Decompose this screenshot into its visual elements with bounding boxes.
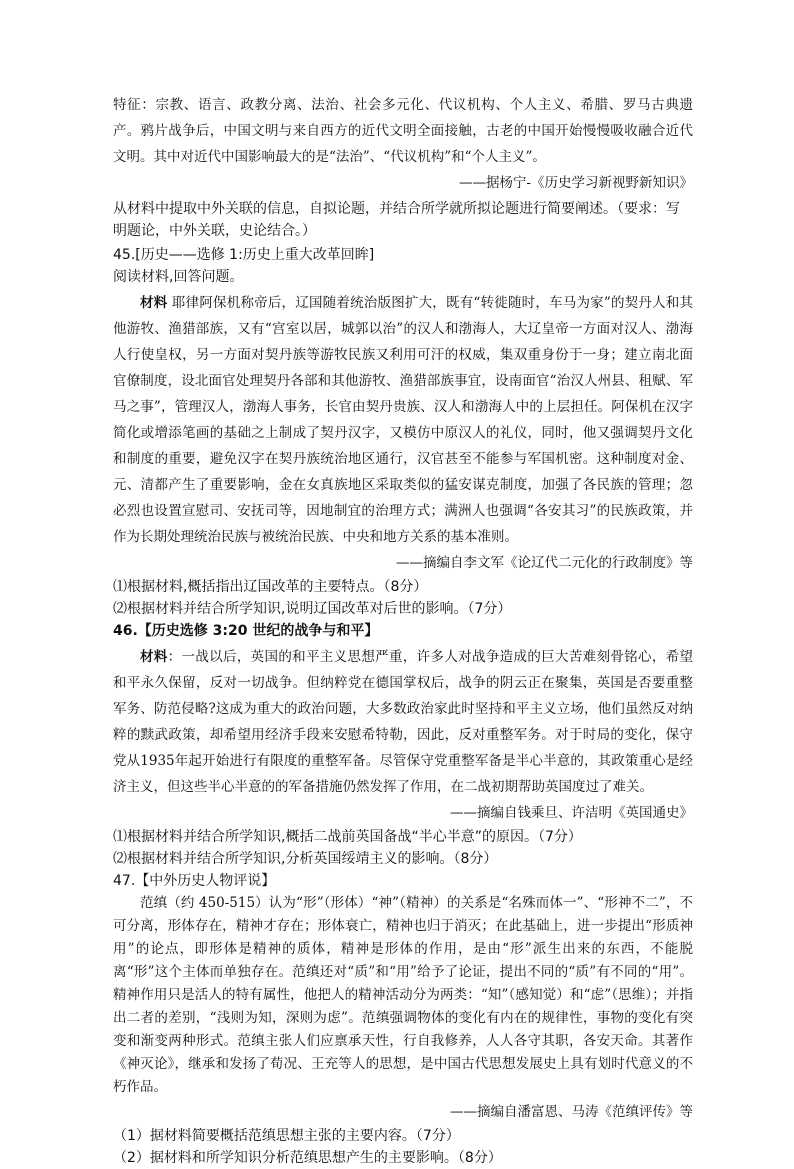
exam-page: [113, 92, 693, 1169]
question-47-item-1: （1）据材料简要概括范缜思想主张的主要内容。（7分）: [113, 1128, 460, 1144]
question-46-material: 材料：一战以后，英国的和平主义思想严重，许多人对战争造成的巨大苦难刻骨铭心，希望和平永久保留，反对一切战争。但纳粹党在德国掌权后，战争的阴云正在聚集，英国是否要重整军务、防范侵略?这成为重大的政治问题，大多数政治家此时坚持和平主义立场，他们虽然反对纳粹的黩武政策，却希望用经济手段来安慰希特勒，因此，反对重整军务。对于时局的变化，保守党从1935年起开始进行有限度的重整军备。尽管保守党重整军备是半心半意的，其政策重心是经济主义，但这些半心半意的的军备措施仍然发挥了作用，在二战初期帮助英国度过了难关。: [113, 649, 694, 795]
question-46-heading-text: 46.【历史选修 3:20 世纪的战争与和平】: [113, 623, 379, 639]
question-instruction: 从材料中提取中外关联的信息，自拟论题，并结合所学就所拟论题进行简要阐述。（要求：写明题论，中外关联，史论结合。）: [113, 201, 680, 239]
material-body: 耶律阿保机称帝后，辽国随着统治版图扩大，既有“转徙随时，车马为家”的契丹人和其他游牧、渔猎部族，又有“宫室以居，城郭以治”的汉人和渤海人，大辽皇帝一方面对汉人、渤海人行使皇权，另一方面对契丹族等游牧民族又利用可汗的权威，集双重身份于一身；建立南北面官僚制度，设北面官处理契丹各部和其他游牧、渔猎部族事宜，设南面官“治汉人州县、租赋、军马之事”，管理汉人，渤海人事务，长官由契丹贵族、汉人和渤海人中的上层担任。阿保机在汉字简化或增添笔画的基础之上制成了契丹汉字，又模仿中原汉人的礼仪，同时，他又强调契丹文化和制度的重要，避免汉字在契丹族统治地区通行，汉官甚至不能参与军国机密。这种制度对金、元、清都产生了重要影响，金在女真族地区采取类似的猛安谋克制度，加强了各民族的管理；忽必烈也设置宣慰司、安抚司等，因地制宜的治理方式；满洲人也强调“各安其习”的民族政策，并作为长期处理统治民族与被统治民族、中央和地方关系的基本准则。: [113, 295, 694, 545]
question-45-lead: 阅读材料,回答问题。: [113, 269, 244, 285]
question-46-item-1: ⑴根据材料并结合所学知识,概括二战前英国备战“半心半意”的原因。（7分）: [113, 829, 582, 845]
material-label: 材料: [140, 649, 168, 665]
material-body: 一战以后，英国的和平主义思想严重，许多人对战争造成的巨大苦难刻骨铭心，希望和平永久保留，反对一切战争。但纳粹党在德国掌权后，战争的阴云正在聚集，英国是否要重整军务、防范侵略?这成为重大的政治问题，大多数政治家此时坚持和平主义立场，他们虽然反对纳粹的黩武政策，却希望用经济手段来安慰希特勒，因此，反对重整军务。对于时局的变化，保守党从1935年起开始进行有限度的重整军备。尽管保守党重整军备是半心半意的，其政策重心是经济主义，但这些半心半意的的军备措施仍然发挥了作用，在二战初期帮助英国度过了难关。: [113, 649, 694, 795]
question-47-source: ——摘编自潘富恩、马涛《范缜评传》等: [450, 1104, 693, 1120]
material-label: 材料: [140, 295, 168, 311]
question-47-material: 范缜（约 450-515）认为“形”（形体）“神”（精神）的关系是“名殊而体一”、“形神不二”，不可分离，形体存在，精神才存在；形体衰亡，精神也归于消灭；在此基础上，进一步提出“形质神用”的论点，即形体是精神的质体，精神是形体的作用，是由“形”派生出来的东西，不能脱离“形”这个主体而单独存在。范缜还对“质”和“用”给予了论证，提出不同的“质”有不同的“用”。精神作用只是活人的特有属性，他把人的精神活动分为两类：“知”（感知觉）和“虑”（思维）；并指出二者的差别，“浅则为知，深则为虑”。范缜强调物体的变化有内在的规律性，事物的变化有突变和渐变两种形式。范缜主张人们应禀承天性，行自我修养，人人各守其职，各安天命。其著作《神灭论》，继承和发扬了荀况、王充等人的思想，是中国古代思想发展史上具有划时代意义的不朽作品。: [113, 895, 693, 1095]
question-46-heading: [113, 620, 693, 642]
question-45-heading: 45.[历史——选修 1:历史上重大改革回眸]: [113, 247, 375, 263]
question-45-material: [113, 290, 693, 550]
question-46-source: ——摘编自钱乘旦、许洁明《英国通史》: [450, 805, 693, 821]
question-46-item-2: ⑵根据材料并结合所学知识,分析英国绥靖主义的影响。（8分）: [113, 851, 498, 867]
question-45-item-2: ⑵根据材料并结合所学知识,说明辽国改革对后世的影响。（7分）: [113, 601, 512, 617]
question-45-source: ——摘编自李文军《论辽代二元化的行政制度》等: [396, 555, 693, 571]
question-47-item-2: （2）据材料和所学知识分析范缜思想产生的主要影响。（8分）: [113, 1150, 502, 1166]
question-47-heading: 47.【中外历史人物评说】: [113, 873, 276, 889]
question-45-item-1: ⑴根据材料,概括指出辽国改革的主要特点。（8分）: [113, 579, 428, 595]
material-text: 特征：宗教、语言、政教分离、法治、社会多元化、代议机构、个人主义、希腊、罗马古典遗产。鸦片战争后，中国文明与来自西方的近代文明全面接触，古老的中国开始慢慢吸收融合近代文明。其中对近代中国影响最大的是“法治”、“代议机构”和“个人主义”。: [113, 97, 693, 165]
material-source: ——据杨宁-《历史学习新视野新知识》: [458, 175, 693, 191]
